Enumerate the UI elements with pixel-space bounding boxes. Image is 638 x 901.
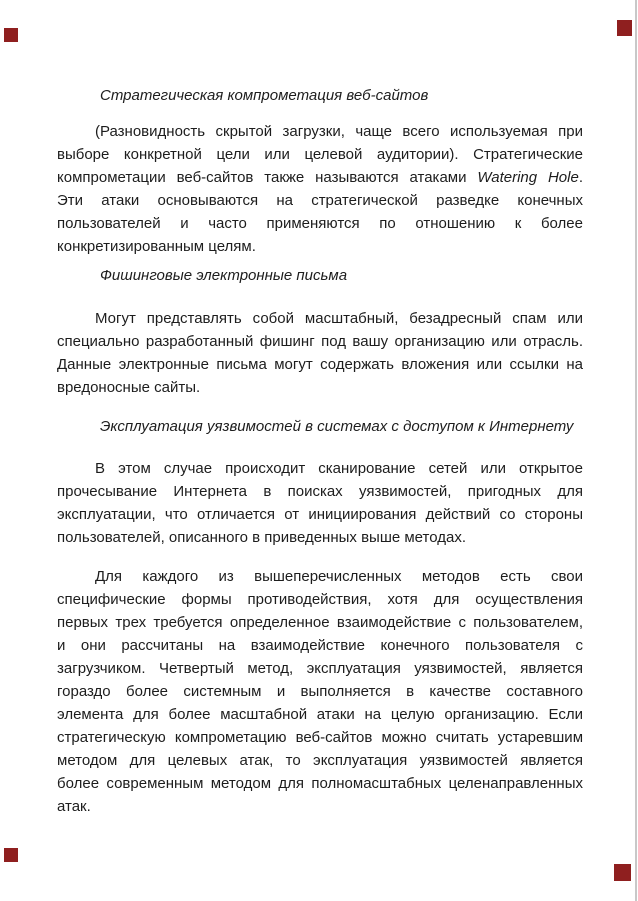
paragraph bbox=[57, 307, 583, 399]
text-line: Эти атаки основываются на стратегической разведке конечных bbox=[57, 192, 583, 209]
page-edge-line bbox=[635, 0, 637, 901]
text-line: специально разработанный фишинг под вашу организацию или отрасль. bbox=[57, 333, 583, 350]
text-line: гораздо более системным и выполняется в качестве составного bbox=[57, 683, 583, 700]
text-line: пользователей, описанного в приведенных выше методах. bbox=[57, 529, 466, 546]
paragraph bbox=[57, 457, 583, 549]
document-content bbox=[57, 84, 583, 818]
corner-marker-top-left bbox=[4, 28, 18, 42]
text-line: Могут представлять собой масштабный, безадресный спам или bbox=[95, 310, 583, 327]
text-line: элемента для более масштабной атаки на целую организацию. Если bbox=[57, 706, 583, 723]
text-line: эксплуатации, что отличается от инициирования действий со стороны bbox=[57, 506, 583, 523]
corner-marker-top-right bbox=[617, 20, 632, 36]
text-line: выборе конкретной цели или целевой аудитории). Стратегические bbox=[57, 146, 583, 163]
text-line: компрометации веб-сайтов также называются атаками Watering Hole. bbox=[57, 169, 583, 186]
text-line: атак. bbox=[57, 798, 91, 815]
text-line: загрузчиком. Четвертый метод, эксплуатация уязвимостей, является bbox=[57, 660, 583, 677]
text-line: В этом случае происходит сканирование сетей или открытое bbox=[95, 460, 583, 477]
text-line: специфические формы противодействия, хотя для осуществления bbox=[57, 591, 583, 608]
text-line: Для каждого из вышеперечисленных методов есть свои bbox=[95, 568, 583, 585]
text-line: первых трех требуется определенное взаимодействие с пользователем, bbox=[57, 614, 583, 631]
paragraph bbox=[57, 120, 583, 258]
text-line: стратегическую компрометацию веб-сайтов можно считать устаревшим bbox=[57, 729, 583, 746]
text-line: и они рассчитаны на взаимодействие конечного пользователя с bbox=[57, 637, 583, 654]
text-line: методом для целевых атак, то эксплуатация уязвимостей является bbox=[57, 752, 583, 769]
corner-marker-bottom-right bbox=[614, 864, 631, 881]
text-line: Данные электронные письма могут содержать вложения или ссылки на bbox=[57, 356, 583, 373]
corner-marker-bottom-left bbox=[4, 848, 18, 862]
section-heading: Стратегическая компрометация веб-сайтов bbox=[100, 87, 429, 104]
text-line: пользователей и часто применяются по отношению к более bbox=[57, 215, 583, 232]
text-line: прочесывание Интернета в поисках уязвимостей, пригодных для bbox=[57, 483, 583, 500]
section-heading: Фишинговые электронные письма bbox=[100, 267, 348, 284]
text-line: (Разновидность скрытой загрузки, чаще всего используемая при bbox=[95, 123, 583, 140]
text-line: вредоносные сайты. bbox=[57, 379, 201, 396]
text-line: более современным методом для полномасштабных целенаправленных bbox=[57, 775, 583, 792]
section-heading: Эксплуатация уязвимостей в системах с доступом к Интернету bbox=[100, 418, 574, 435]
paragraph bbox=[57, 565, 583, 818]
text-line: конкретизированным целям. bbox=[57, 238, 256, 255]
